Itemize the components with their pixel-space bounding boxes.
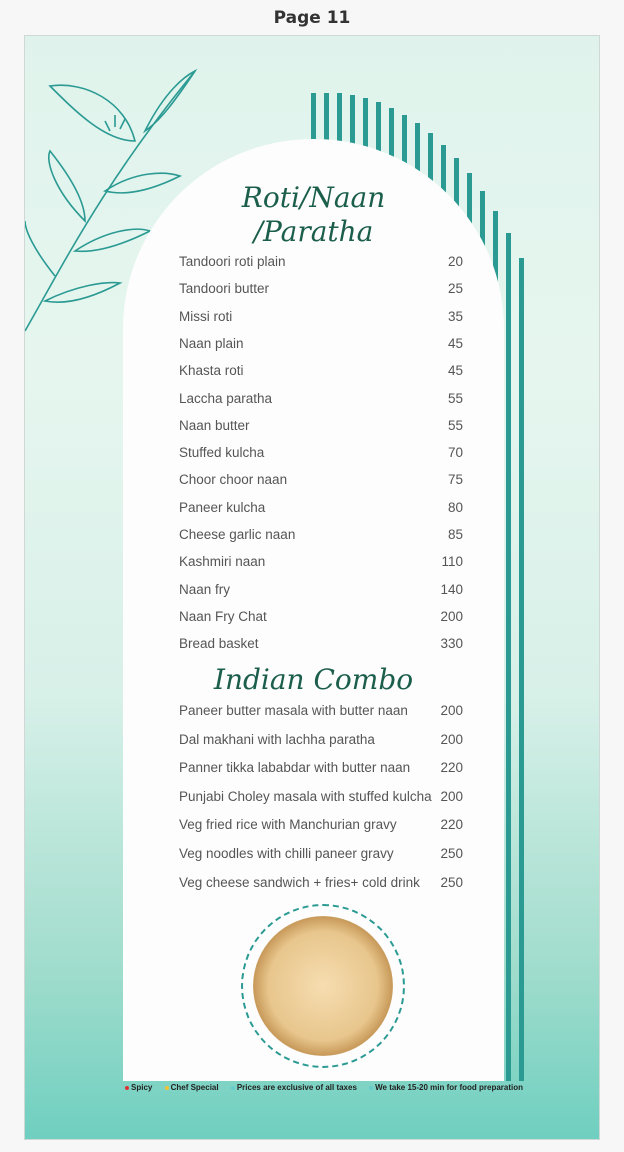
item-price: 220	[440, 817, 463, 833]
item-name: Kashmiri naan	[179, 554, 266, 570]
menu-item	[179, 500, 463, 516]
item-price: 55	[447, 390, 463, 406]
item-name: Paneer butter masala with butter naan	[179, 703, 408, 718]
menu-page	[24, 35, 600, 1140]
item-name: Stuffed kulcha	[179, 445, 265, 461]
menu-item	[179, 309, 463, 325]
item-price: 85	[447, 527, 463, 542]
menu-item	[179, 846, 463, 862]
item-name: Paneer kulcha	[179, 499, 266, 515]
info-icon	[231, 1086, 235, 1090]
legend-text: Spicy	[131, 1083, 153, 1092]
item-name: Tandoori butter	[179, 281, 270, 297]
item-price: 25	[447, 281, 463, 297]
naan-food-image	[241, 904, 405, 1068]
menu-item	[179, 527, 463, 543]
item-price: 55	[447, 417, 463, 433]
item-name: Naan plain	[179, 335, 244, 351]
item-name: Naan fry	[179, 581, 231, 597]
item-price: 330	[440, 636, 463, 652]
menu-item	[179, 445, 463, 461]
item-name: Khasta roti	[179, 363, 244, 379]
legend-text: Prices are exclusive of all taxes	[236, 1083, 357, 1092]
item-price: 70	[447, 445, 463, 461]
item-name: Choor choor naan	[179, 472, 288, 488]
clock-icon	[369, 1086, 373, 1090]
legend-spicy	[125, 1083, 152, 1092]
stripe	[506, 233, 511, 1081]
menu-item	[179, 554, 463, 570]
item-name: Veg cheese sandwich + fries+ cold drink	[179, 874, 420, 890]
item-price: 80	[447, 499, 463, 515]
section-title-indian-combo: Indian Combo	[213, 663, 414, 696]
item-name: Tandoori roti plain	[179, 254, 286, 269]
item-price: 45	[447, 363, 463, 379]
menu-item	[179, 254, 463, 270]
section-title-roti-naan	[123, 181, 504, 249]
item-name: Naan Fry Chat	[179, 608, 267, 624]
item-price: 110	[441, 554, 463, 570]
item-price: 45	[447, 335, 463, 351]
legend-text: Chef Special	[170, 1083, 219, 1092]
menu-item	[179, 281, 463, 297]
menu-item	[179, 789, 463, 805]
menu-item	[179, 760, 463, 776]
item-name: Dal makhani with lachha paratha	[179, 731, 375, 747]
item-name: Panner tikka lababdar with butter naan	[179, 760, 411, 776]
menu-item	[179, 817, 463, 833]
menu-item	[179, 703, 463, 719]
title-line: Roti/Naan	[241, 181, 386, 214]
item-name: Bread basket	[179, 636, 259, 652]
item-price: 35	[447, 308, 463, 324]
legend-chef-special	[165, 1083, 219, 1092]
item-price: 200	[440, 608, 463, 624]
item-name: Cheese garlic naan	[179, 527, 296, 542]
menu-item	[179, 363, 463, 379]
item-name: Veg noodles with chilli paneer gravy	[179, 846, 394, 861]
item-price: 75	[447, 472, 463, 488]
item-price: 220	[440, 760, 463, 776]
item-price: 20	[447, 254, 463, 269]
menu-item	[179, 582, 463, 598]
item-price: 250	[440, 846, 463, 861]
title-line: /Paratha	[253, 215, 374, 248]
legend-text: We take 15-20 min for food preparation	[375, 1083, 524, 1092]
item-name: Veg fried rice with Manchurian gravy	[179, 817, 397, 833]
item-name: Naan butter	[179, 417, 250, 433]
item-name: Missi roti	[179, 308, 233, 324]
menu-panel	[123, 139, 504, 1081]
page-number: Page 11	[273, 8, 351, 28]
menu-item	[179, 418, 463, 434]
menu-item	[179, 391, 463, 407]
legend-footer	[125, 1083, 535, 1093]
item-price: 200	[440, 731, 463, 747]
naan-plate	[253, 916, 393, 1056]
item-price: 140	[440, 581, 463, 597]
menu-item	[179, 609, 463, 625]
item-price: 200	[440, 703, 463, 718]
item-name: Punjabi Choley masala with stuffed kulcha	[179, 788, 432, 804]
chef-icon	[165, 1086, 169, 1090]
item-price: 250	[440, 874, 463, 890]
item-name: Laccha paratha	[179, 390, 273, 406]
legend-taxes	[231, 1083, 357, 1092]
chili-icon	[125, 1086, 129, 1090]
menu-item	[179, 336, 463, 352]
legend-prep-time	[369, 1083, 523, 1092]
menu-item	[179, 636, 463, 652]
stripe	[519, 258, 524, 1081]
menu-item	[179, 472, 463, 488]
item-price: 200	[440, 788, 463, 804]
menu-item	[179, 732, 463, 748]
menu-item	[179, 875, 463, 891]
